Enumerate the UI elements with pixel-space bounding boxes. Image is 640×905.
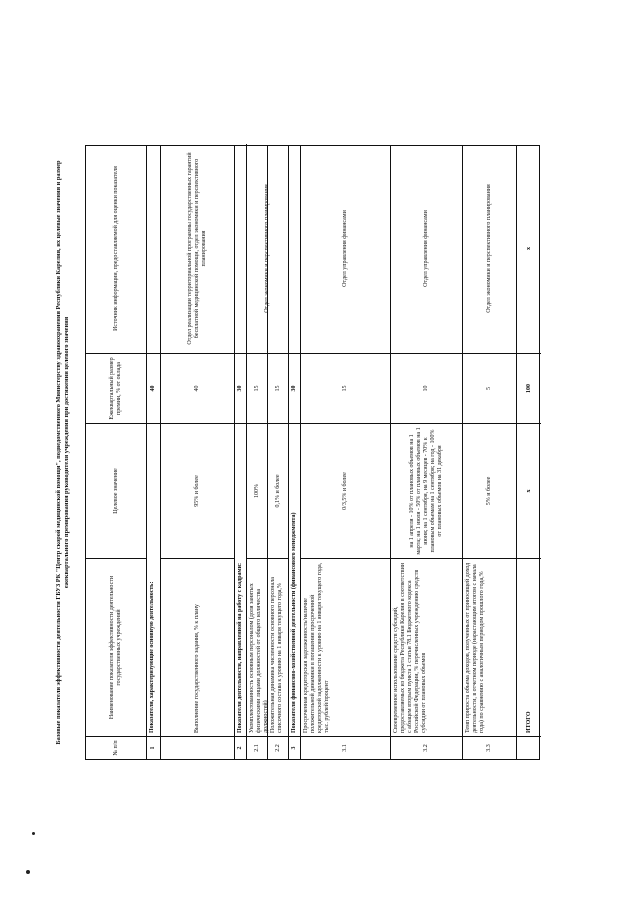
rotated-document [55,145,540,760]
row-3-2-name: Своевременное использование средств субсидий, предоставляемых из бюджета Республики Карелия в соответствии с абзацем вторым пункта 1 статьи 78.1 Бюджетного кодекса Российской Федерации, % перечисленных учреждению средств субсидии от плановых объемов [391,559,462,737]
row-1-num [161,737,234,759]
row-2-1-premium: 15 [247,354,267,424]
total-num [517,737,541,759]
section-3-source [289,144,300,354]
table-row [160,146,234,759]
section-3-name: Показатели финансово-хозяйственной деятельности (финансового менеджмента) [289,424,300,737]
table-row [300,146,390,759]
section-2-name: Показатели деятельности, направленной на работу с кадрами: [235,424,246,737]
row-1-source: Отдел реализации территориальной программы государственных гарантий бесплатной медицинской помощи, отдел экономики и перспективного планирования [161,144,234,354]
row-1-premium: 40 [161,354,234,424]
row-3-3-source: Отдел экономики и перспективного планирования [463,144,516,354]
table-row [462,146,516,759]
row-3-3-num: 3.3 [486,744,492,752]
section-1-name: Показатели, характеризующие основную деятельность: [147,424,160,737]
row-2-2-name: Положительная динамика численности основного персонала списочного состава к уровню на 1 января текущего года,% [268,559,288,737]
section-2-num: 2 [237,746,243,750]
row-2-1-name: Укомплектованность основным персоналом (доля занятых физическими лицами должностей от общего количества должностей) [247,559,267,737]
row-3-1-source: Отдел управления финансами [301,144,390,354]
row-2-1-target: 100% [247,424,267,559]
section-row-1 [146,146,160,759]
row-3-2-source: Отдел управления финансами [391,144,462,354]
document-title: Базовые показатели эффективности деятельности ГБУЗ РК "Центр скорой медицинской помощи", подведомственного Министерству здравоохранения Республики Карелия, их целевые значения и размер ежеквартального премирования руководителя учреждения при достижении целевого значения [55,160,70,745]
header-source: Источник информации, предоставляемой для оценки показателя [86,144,146,354]
row-3-3-name: Темп прироста объема доходов, полученных от приносящей доход деятельности, в отчетном периоде (нарастающим итогом с начала года) по сравнению с аналогичным периодом прошлого года,% [463,559,516,737]
row-3-1-premium: 15 [301,354,390,424]
row-3-2-target: на 1 апреля - 10% от плановых объемов на 1 марта; на 1 июля - 50% от плановых объемов на 1 июня; на 1 сентября, на 9 месяцев - 70% к плановым объемам на 1 сентября; на год - 100% от плановых объемов на 31 декабря [391,424,462,559]
header-target: Целевое значение [86,424,146,559]
row-1-name: Выполнение государственного задания, % к плану [161,559,234,737]
table-header-row [86,146,146,759]
row-3-1-num: 3.1 [342,744,348,752]
header-num: № п/п [112,740,119,756]
total-source: х [517,144,541,354]
row-3-1-target: 0/3,5% и более [301,424,390,559]
section-row-2 [234,146,246,759]
rows-2-source: Отдел экономики и перспективного планирования [246,144,288,354]
header-premium: Ежеквартальный размер премии, % от оклада [86,354,146,424]
section-1-source [147,144,160,354]
row-1-target: 95% и более [161,424,234,559]
total-premium: 100 [517,354,541,424]
row-3-2-num: 3.2 [423,744,429,752]
section-row-3 [288,146,300,759]
scan-dot-bottom [26,870,30,874]
row-3-3-target: 5% и более [463,424,516,559]
section-1-premium: 40 [147,354,160,424]
scan-dot-top [32,832,35,835]
section-2-premium: 30 [235,354,246,424]
row-3-3-premium: 5 [463,354,516,424]
total-target: х [517,424,541,559]
row-3-2-premium: 10 [391,354,462,424]
row-2-2-premium: 15 [268,354,288,424]
total-label: ИТОГО [517,559,541,737]
row-2-2-num: 2.2 [274,744,281,752]
row-2-2-target: 0,1% и более [268,424,288,559]
table-row [390,146,462,759]
section-3-num: 3 [291,746,297,750]
total-row [516,146,541,759]
section-3-premium: 30 [289,354,300,424]
row-3-1-name: Просроченная кредиторская задолженность/наличие положительной динамики в погашении просроченной кредиторской задолженности к уровню на 1 января текущего года, тыс. рублей/процент [301,559,390,737]
row-2-1-num: 2.1 [253,744,260,752]
header-name: Наименование показателя эффективности деятельности государственных учреждений [86,559,146,737]
section-1-num: 1 [150,746,156,750]
section-2-source [235,144,246,354]
indicators-table [85,145,540,760]
